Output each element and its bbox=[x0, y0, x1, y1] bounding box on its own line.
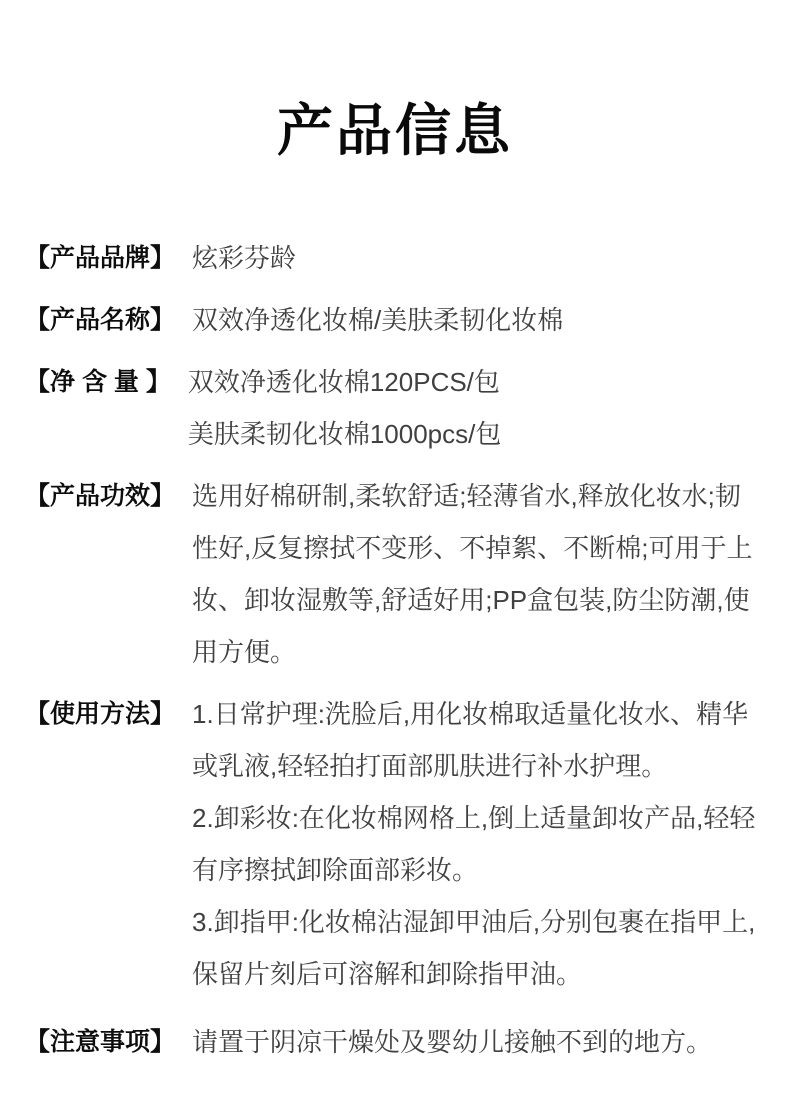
net-content-line-2: 美肤柔韧化妆棉1000pcs/包 bbox=[187, 418, 502, 449]
efficacy-text: 选用好棉研制,柔软舒适;轻薄省水,释放化妆水;韧性好,反复擦拭不变形、不掉絮、不断棉;可用于上妆、卸妆湿敷等,舒适好用;PP盒包装,防尘防潮,使用方便。 bbox=[192, 480, 753, 667]
section-net-content-content bbox=[188, 356, 765, 460]
section-efficacy-label: 【产品功效】 bbox=[25, 481, 176, 510]
section-net-content bbox=[25, 356, 765, 460]
usage-step-2: 2.卸彩妆:在化妆棉网格上,倒上适量卸妆产品,轻轻有序擦拭卸除面部彩妆。 bbox=[192, 802, 756, 885]
section-usage bbox=[25, 688, 765, 1000]
section-brand bbox=[25, 232, 765, 284]
precautions-text: 请置于阴凉干燥处及婴幼儿接触不到的地方。 bbox=[192, 1026, 713, 1057]
net-content-line-1: 双效净透化妆棉120PCS/包 bbox=[187, 366, 500, 397]
section-product-name bbox=[25, 294, 765, 346]
section-usage-label: 【使用方法】 bbox=[25, 699, 176, 728]
section-efficacy bbox=[25, 470, 765, 678]
section-product-name-content bbox=[192, 294, 765, 346]
product-info-sections bbox=[0, 232, 790, 1068]
section-product-name-label: 【产品名称】 bbox=[25, 305, 176, 334]
section-net-content-label: 【净 含 量 】 bbox=[25, 367, 171, 396]
section-brand-label: 【产品品牌】 bbox=[25, 243, 176, 272]
brand-value: 炫彩芬龄 bbox=[192, 242, 297, 273]
section-brand-content bbox=[192, 232, 765, 284]
section-usage-content bbox=[192, 688, 765, 1000]
usage-step-1: 1.日常护理:洗脸后,用化妆棉取适量化妆水、精华或乳液,轻轻拍打面部肌肤进行补水护理。 bbox=[192, 698, 749, 781]
section-efficacy-content bbox=[192, 470, 765, 678]
page-title: 产品信息 bbox=[277, 99, 513, 162]
section-precautions-content bbox=[192, 1016, 765, 1068]
usage-step-3: 3.卸指甲:化妆棉沾湿卸甲油后,分别包裹在指甲上,保留片刻后可溶解和卸除指甲油。 bbox=[192, 906, 756, 989]
product-name-value: 双效净透化妆棉/美肤柔韧化妆棉 bbox=[192, 304, 564, 335]
section-precautions-label: 【注意事项】 bbox=[25, 1027, 176, 1056]
section-precautions bbox=[25, 1016, 765, 1068]
